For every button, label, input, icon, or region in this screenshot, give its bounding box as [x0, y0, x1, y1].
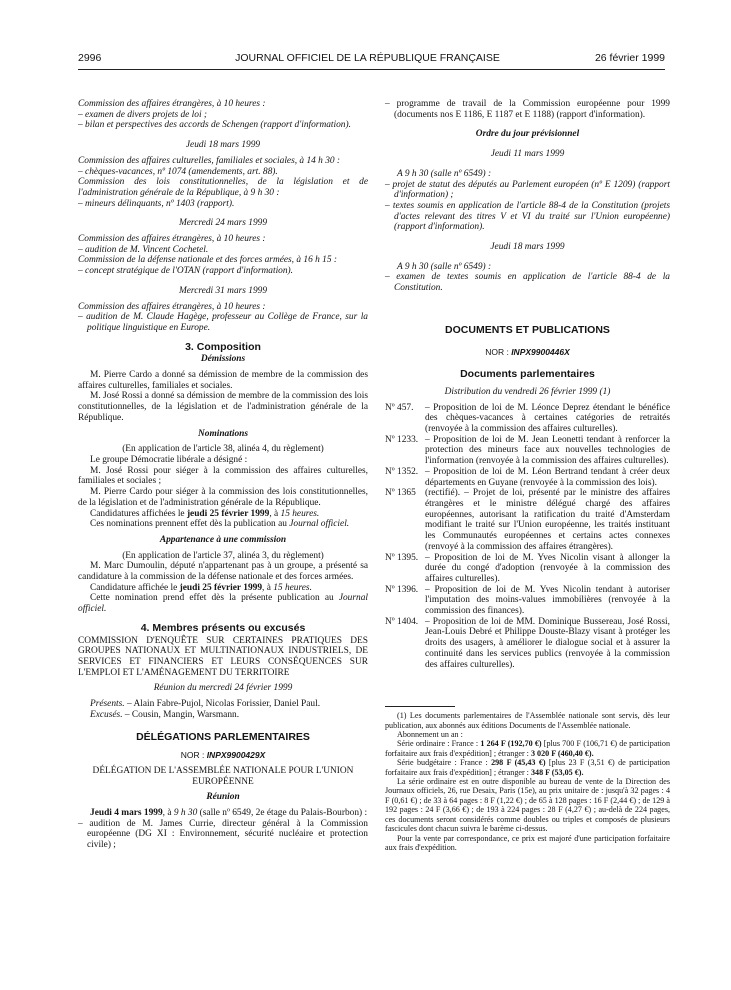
subheading: Nominations — [197, 428, 248, 439]
paragraph: Commission de la défense nationale et des forces armées, à 16 h 15 : — [78, 255, 337, 266]
subheading: Ordre du jour prévisionnel — [475, 129, 580, 140]
paragraph: Commission des affaires étrangères, à 10 heures : — [78, 99, 266, 109]
commission-name: COMMISSION D'ENQUÊTE SUR CERTAINES PRATIQUES DES GROUPES NATIONAUX ET MULTINATIONAUX INDUSTRIELS, DE SERVICES ET FINANCIERS ET LEURS CONSÉQUENCES SUR L'EMPLOI ET L'AMÉNAGEMENT DU TERRITOIRE — [78, 635, 368, 678]
document-number: Nº 1233. — [385, 434, 419, 445]
document-list — [385, 403, 670, 671]
footnote: Pour la vente par correspondance, ce prix est majoré d'une participation forfaitaire aux frais d'expédition. — [385, 833, 670, 852]
subheading: Démissions — [200, 354, 246, 365]
agenda-item: – examen de divers projets de loi ; — [78, 109, 208, 120]
subheading: Réunion — [206, 792, 240, 803]
issue-date: 26 février 1999 — [594, 52, 665, 64]
paragraph: Excusés. – Cousin, Mangin, Warsmann. — [90, 709, 240, 720]
section-heading: DOCUMENTS ET PUBLICATIONS — [445, 323, 610, 336]
document-number: Nº 1365 — [385, 488, 416, 499]
paragraph: Le groupe Démocratie libérale a désigné : — [90, 454, 248, 465]
document-number: Nº 457. — [385, 402, 414, 413]
paragraph: M. Pierre Cardo pour siéger à la commission des lois constitutionnelles, de la législation et de l'administration générale de la République. — [78, 487, 368, 508]
agenda-item: – audition de M. Claude Hagège, professeur au Collège de France, sur la politique linguistique en Europe. — [78, 312, 368, 333]
date-heading: Mercredi 31 mars 1999 — [178, 285, 268, 296]
date-heading: Jeudi 18 mars 1999 — [490, 242, 565, 253]
document-entry — [385, 435, 670, 467]
document-description: – Proposition de loi de MM. Dominique Bussereau, José Rossi, Jean-Louis Debré et Philippe Douste-Blazy visant à protéger les droits des usagers, à améliorer le dialogue social et à assurer la continuité dans les services publics (renvoyée à la commission des affaires culturelles). — [425, 616, 670, 670]
paragraph: Commission des lois constitutionnelles, de la législation et de l'administration générale de la République, à 9 h 30 : — [78, 177, 368, 198]
agenda-item: – projet de statut des députés au Parlement européen (nº E 1209) (rapport d'information) ; — [385, 179, 670, 201]
footnote: Abonnement un an : — [397, 730, 463, 740]
paragraph: (En application de l'article 37, alinéa 3, du règlement) — [122, 550, 324, 561]
agenda-item: – mineurs délinquants, nº 1403 (rapport). — [78, 198, 235, 209]
document-description: – Proposition de loi de M. Yves Nicolin tendant à autoriser l'imputation des moins-values immobilières (renvoyée à la commission des finances). — [425, 584, 670, 617]
delegation-name: DÉLÉGATION DE L'ASSEMBLÉE NATIONALE POUR L'UNION EUROPÉENNE — [92, 765, 354, 787]
document-description: – Proposition de loi de M. Léonce Deprez étendant le bénéfice des chèques-vacances à certaines catégories de retraités (renvoyée à la commission des affaires culturelles). — [425, 402, 670, 435]
agenda-item: – audition de M. James Currie, directeur général à la Commission européenne (DG XI : Environnement, sécurité nucléaire et protection civile) ; — [78, 818, 368, 851]
page-number: 2996 — [78, 52, 102, 64]
agenda-item: – programme de travail de la Commission européenne pour 1999 (documents nos E 1186, E 1187 et E 1188) (rapport d'information). — [385, 99, 670, 120]
paragraph: M. José Rossi a donné sa démission de membre de la commission des lois constitutionnelles, de la législation et de l'administration générale de la République. — [78, 391, 368, 423]
nor-reference: NOR : INPX9900429X — [180, 750, 266, 761]
footnote: La série ordinaire est en outre disponible au bureau de vente de la Direction des Journaux officiels, 26, rue Desaix, Paris (15e), au prix unitaire de : jusqu'à 32 pages : 4 F (0,61 €) ; de 33 à 64 pages : 8 F (1,22 €) ; de 65 à 128 pages : 16 F (2,44 €) ; de 129 à 192 pages : 24 F (3,66 €) ; de 193 à 224 pages : 28 F (4,27 €) ; au-delà de 224 pages, ces documents seront considérés comme doubles ou triples et composés de plusieurs fascicules dont chacun suivra le barème ci-dessus. — [385, 777, 670, 834]
page-header — [70, 52, 665, 66]
header-rule — [78, 69, 665, 70]
paragraph: Commission des affaires étrangères, à 10 heures : — [78, 301, 266, 312]
subheading: Appartenance à une commission — [159, 534, 287, 545]
agenda-item: – textes soumis en application de l'article 88-4 de la Constitution (projets d'actes relevant des titres V et VI du traité sur l'Union européenne) (rapport d'information). — [385, 200, 670, 233]
paragraph: M. Pierre Cardo a donné sa démission de membre de la commission des affaires culturelles, familiales et sociales. — [78, 370, 368, 391]
document-number: Nº 1404. — [385, 616, 419, 627]
document-number: Nº 1395. — [385, 552, 419, 563]
footnote-rule — [385, 706, 455, 707]
journal-title: JOURNAL OFFICIEL DE LA RÉPUBLIQUE FRANÇAISE — [235, 52, 500, 64]
section-heading: DÉLÉGATIONS PARLEMENTAIRES — [136, 731, 310, 744]
document-entry — [385, 617, 670, 671]
agenda-item: – concept stratégique de l'OTAN (rapport d'information). — [78, 266, 294, 277]
paragraph: Commission des affaires étrangères, à 10 heures : — [78, 234, 266, 245]
paragraph: Candidatures affichées le jeudi 25 février 1999, à 15 heures. — [90, 508, 320, 519]
section-heading: 4. Membres présents ou excusés — [140, 621, 306, 634]
document-number: Nº 1352. — [385, 466, 419, 477]
date-heading: Jeudi 18 mars 1999 — [185, 140, 261, 151]
time-line: A 9 h 30 (salle nº 6549) : — [397, 168, 492, 179]
document-number: Nº 1396. — [385, 584, 419, 595]
document-description: – Proposition de loi de M. Jean Leonetti tendant à renforcer la protection des mineurs face aux nouvelles technologies de l'information (renvoyée à la commission des affaires culturelles). — [425, 434, 670, 467]
paragraph: M. José Rossi pour siéger à la commission des affaires culturelles, familiales et sociales ; — [78, 465, 368, 487]
agenda-item: – examen de textes soumis en application de l'article 88-4 de la Constitution. — [385, 272, 670, 294]
paragraph: Présents. – Alain Fabre-Pujol, Nicolas Forissier, Daniel Paul. — [90, 699, 321, 710]
agenda-item: – bilan et perspectives des accords de Schengen (rapport d'information). — [78, 120, 351, 131]
meeting-date: Réunion du mercredi 24 février 1999 — [153, 683, 293, 694]
document-entry — [385, 467, 670, 488]
document-entry — [385, 488, 670, 552]
time-line: A 9 h 30 (salle nº 6549) : — [397, 261, 492, 272]
document-entry — [385, 553, 670, 585]
paragraph: Candidature affichée le jeudi 25 février 1999, à 15 heures. — [90, 582, 312, 593]
footnote: (1) Les documents parlementaires de l'Assemblée nationale sont servis, dès leur publication, aux abonnés aux éditions Documents de l'Assemblée nationale. — [385, 711, 670, 730]
document-entry — [385, 585, 670, 617]
right-column — [385, 99, 670, 852]
document-description: (rectifié). – Projet de loi, présenté par le ministre des affaires étrangères et le ministre délégué chargé des affaires européennes, autorisant la ratification du traité d'Amsterdam modifiant le traité sur l'Union européenne, les traités instituant les Communautés européennes et certains actes connexes (renvoyé à la commission des affaires étrangères). — [425, 488, 670, 552]
paragraph: Jeudi 4 mars 1999, à 9 h 30 (salle nº 6549, 2e étage du Palais-Bourbon) : — [90, 807, 368, 818]
footnotes — [385, 711, 670, 852]
date-heading: Mercredi 24 mars 1999 — [178, 218, 268, 229]
agenda-item: – chèques-vacances, nº 1074 (amendements, art. 88). — [78, 166, 278, 177]
nor-reference: NOR : INPX9900446X — [485, 346, 570, 357]
document-description: – Proposition de loi de M. Yves Nicolin visant à allonger la durée du congé d'adoption (renvoyée à la commission des affaires culturelles). — [425, 552, 670, 584]
paragraph: Ces nominations prennent effet dès la publication au Journal officiel. — [90, 519, 350, 530]
document-entry — [385, 403, 670, 435]
agenda-item: – audition de M. Vincent Cochetel. — [78, 244, 209, 255]
footnote: Série budgétaire : France : 298 F (45,43 €) [plus 23 F (3,51 €) de participation forfaitaire aux frais d'expédition] ; étranger : 348 F (53,05 €). — [385, 758, 670, 777]
paragraph: Commission des affaires culturelles, familiales et sociales, à 14 h 30 : — [78, 155, 341, 166]
left-column — [78, 99, 368, 851]
paragraph: (En application de l'article 38, alinéa 4, du règlement) — [122, 444, 324, 455]
distribution-date: Distribution du vendredi 26 février 1999 (1) — [444, 386, 611, 397]
paragraph: Cette nomination prend effet dès la présente publication au Journal officiel. — [78, 593, 368, 615]
section-heading: 3. Composition — [185, 340, 261, 353]
date-heading: Jeudi 11 mars 1999 — [490, 149, 565, 160]
paragraph: M. Marc Dumoulin, député n'appartenant pas à un groupe, a présenté sa candidature à la commission de la défense nationale et des forces armées. — [78, 561, 368, 583]
section-heading: Documents parlementaires — [460, 368, 595, 381]
document-description: – Proposition de loi de M. Léon Bertrand tendant à créer deux départements en Guyane (renvoyée à la commission des lois). — [425, 466, 670, 488]
footnote: Série ordinaire : France : 1 264 F (192,70 €) [plus 700 F (106,71 €) de participation forfaitaire aux frais d'expédition] ; étranger : 3 020 F (460,40 €). — [385, 739, 671, 758]
